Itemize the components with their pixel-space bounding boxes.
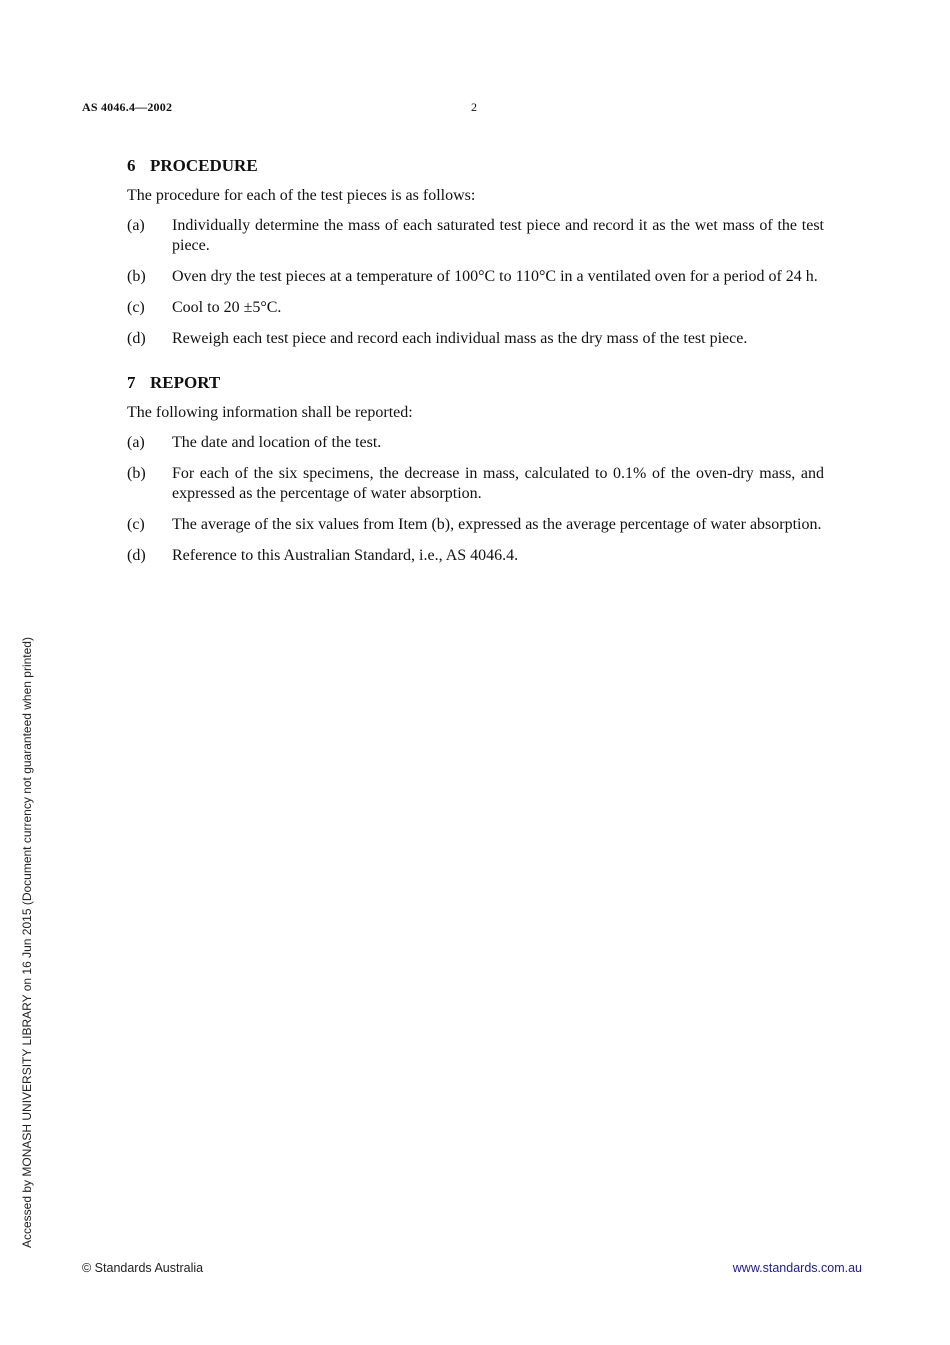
footer-copyright: © Standards Australia [82,1261,204,1275]
list-item-text: Reweigh each test piece and record each individual mass as the dry mass of the test piece. [172,330,748,347]
list-item [127,329,824,349]
list-item-label: (a) [127,434,145,451]
list-item-text: The average of the six values from Item (b), expressed as the average percentage of water absorption. [172,516,822,533]
list-item-label: (c) [127,516,145,533]
list-item-label: (a) [127,217,145,234]
list-item-label: (b) [127,268,146,285]
section-intro: The procedure for each of the test pieces is as follows: [127,187,476,204]
document-body [127,155,824,577]
section-intro: The following information shall be reported: [127,404,413,421]
section-heading-procedure [127,155,824,177]
page-number: 2 [471,100,477,114]
list-item [127,216,824,256]
list-item-label: (b) [127,465,146,482]
list-item-text: The date and location of the test. [172,434,382,451]
document-id: AS 4046.4—2002 [82,100,173,114]
list-item-label: (d) [127,547,146,564]
section-title: PROCEDURE [150,156,258,175]
list-item [127,433,824,453]
list-item [127,515,824,535]
list-item-text: Reference to this Australian Standard, i.e., AS 4046.4. [172,547,519,564]
footer-website-link[interactable]: www.standards.com.au [732,1261,862,1275]
section-number: 7 [127,373,136,392]
list-item [127,546,824,566]
section-number: 6 [127,156,136,175]
section-spacer [127,360,824,372]
list-item [127,267,824,287]
list-item-label: (d) [127,330,146,347]
access-watermark: Accessed by MONASH UNIVERSITY LIBRARY on 16 Jun 2015 (Document currency not guaranteed when printed) [20,637,34,1248]
list-item-text: Individually determine the mass of each saturated test piece and record it as the wet mass of the test piece. [172,217,824,254]
list-item [127,464,824,504]
list-item-text: For each of the six specimens, the decrease in mass, calculated to 0.1% of the oven-dry mass, and expressed as the percentage of water absorption. [172,465,824,502]
section-title: REPORT [150,373,221,392]
list-item-text: Oven dry the test pieces at a temperature of 100°C to 110°C in a ventilated oven for a period of 24 h. [172,268,818,285]
list-item-label: (c) [127,299,145,316]
section-heading-report [127,372,824,394]
list-item [127,298,824,318]
list-item-text: Cool to 20 ±5°C. [172,299,282,316]
